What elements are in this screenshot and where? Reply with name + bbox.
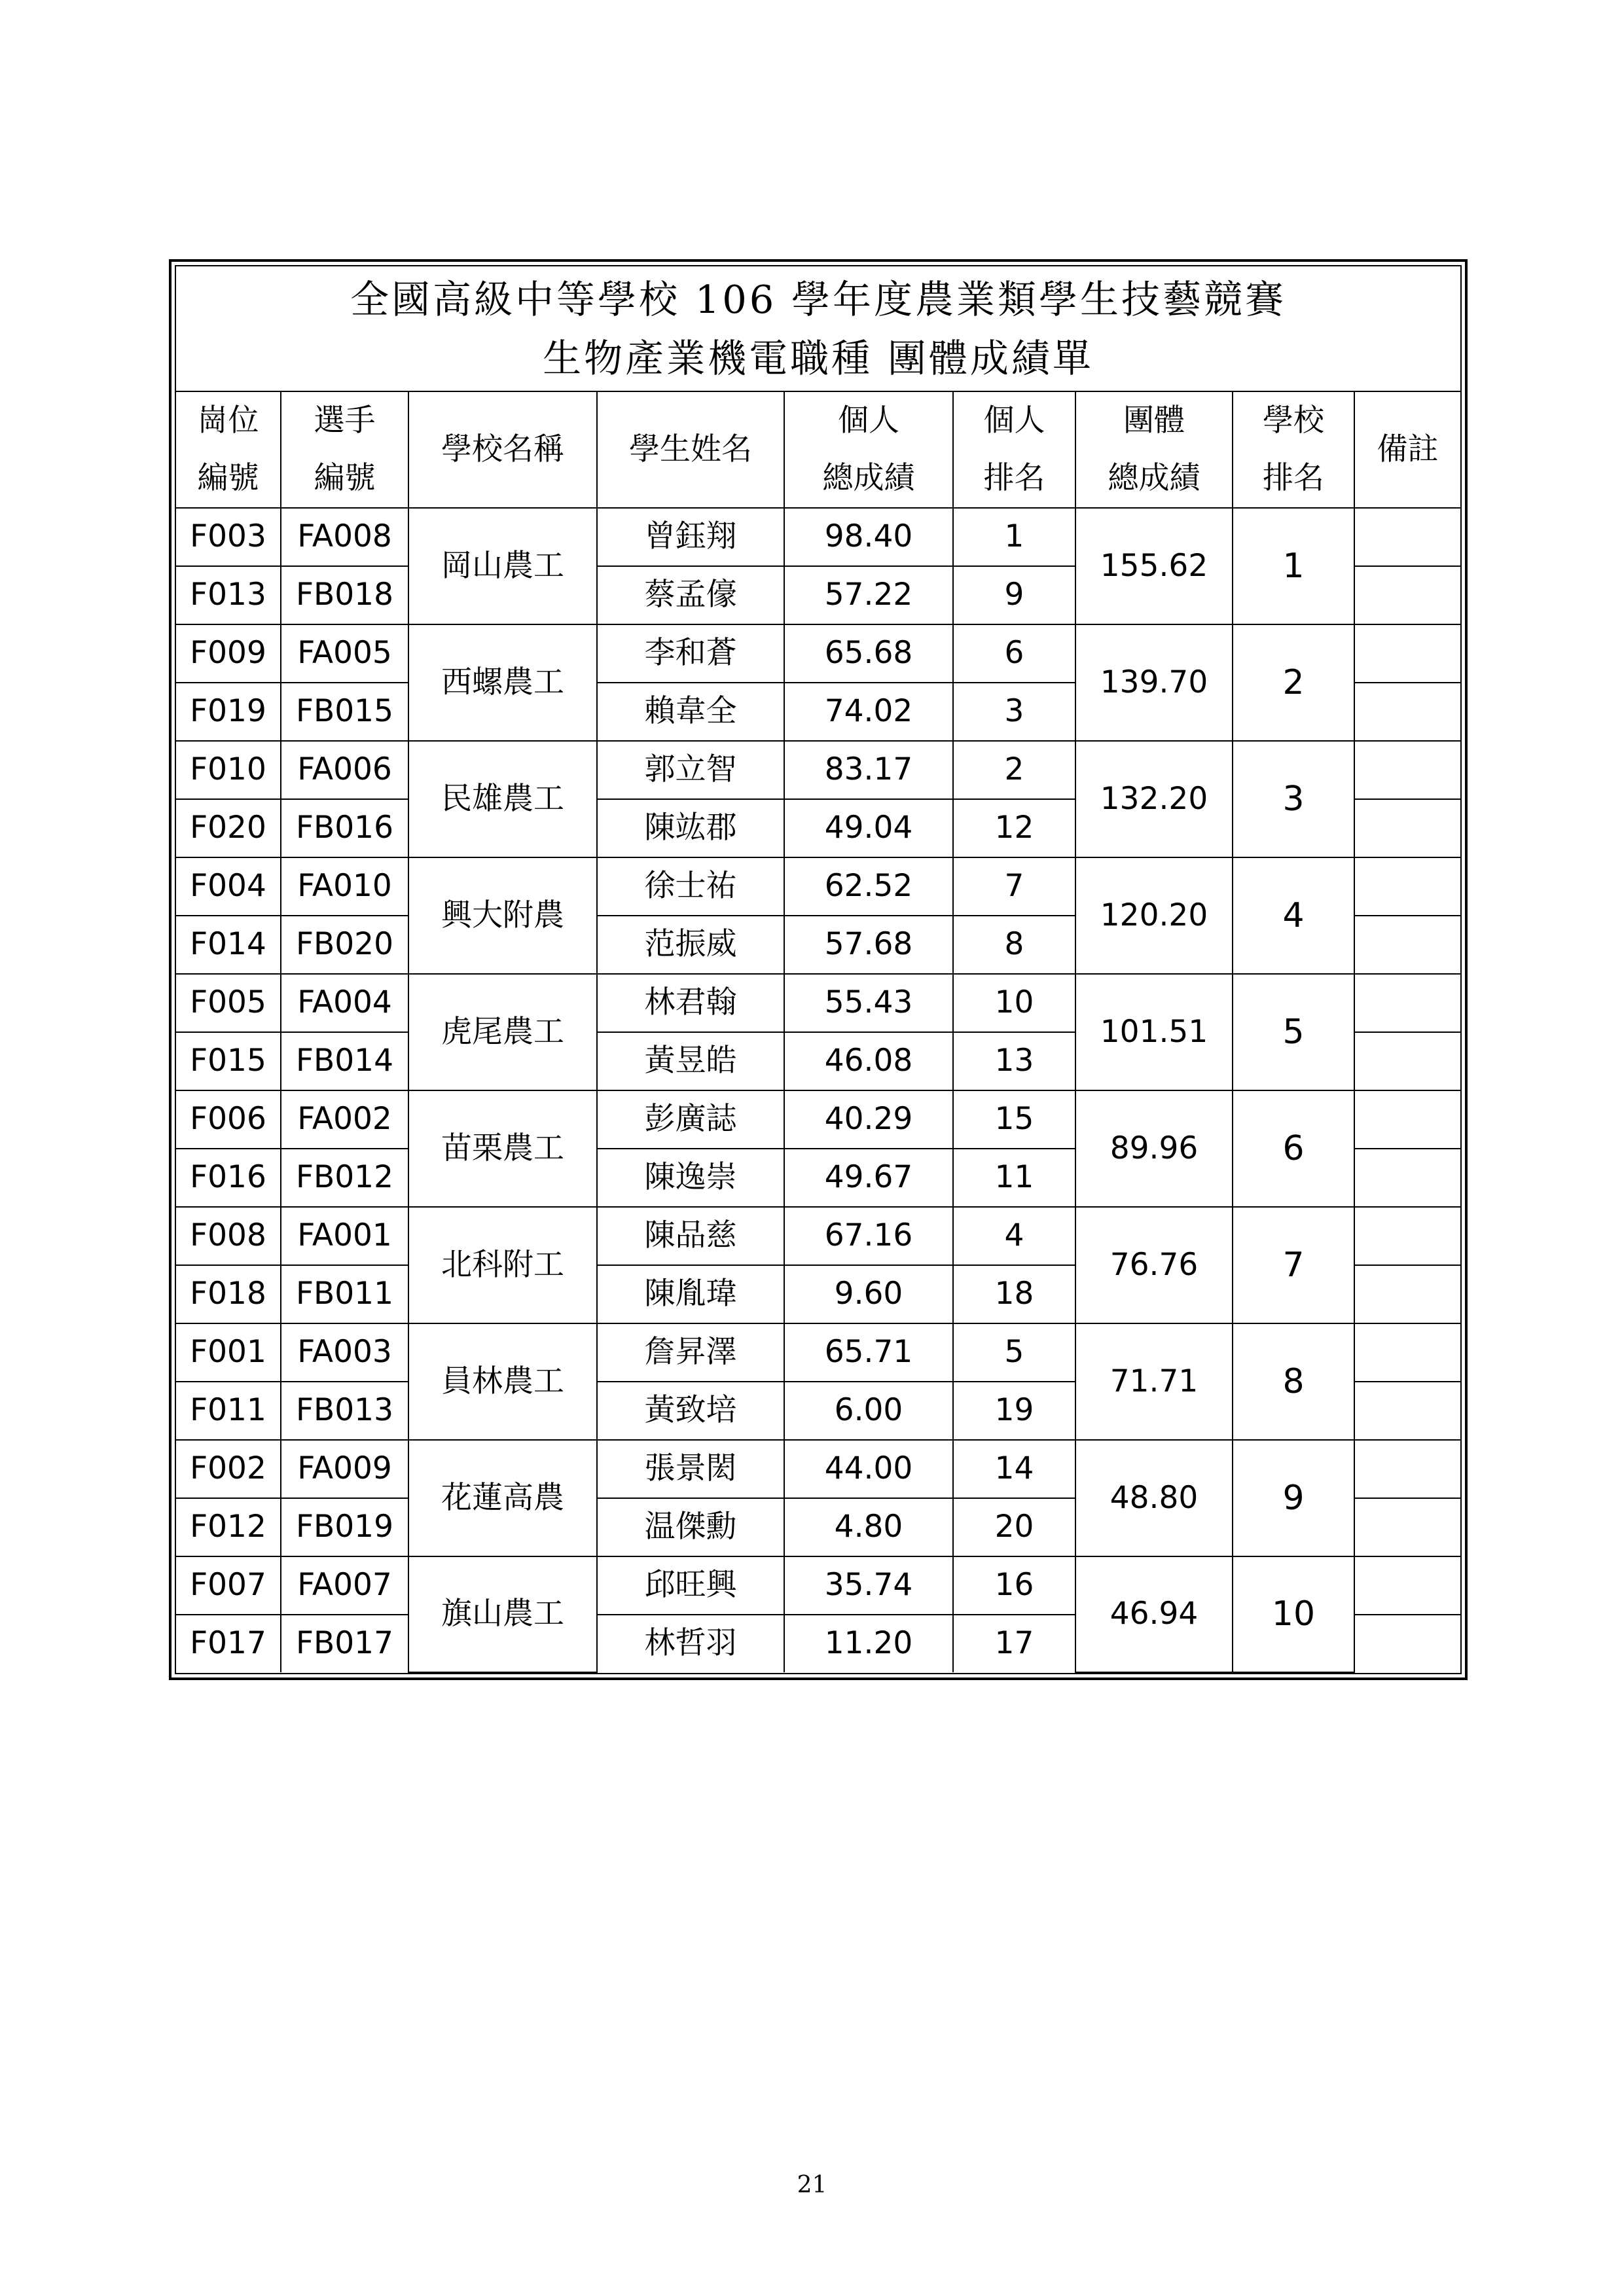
team-score-cell: 46.94 [1075, 1556, 1233, 1672]
school-name-cell: 西螺農工 [408, 624, 597, 741]
school-name-cell: 岡山農工 [408, 508, 597, 624]
remark-cell [1354, 683, 1460, 741]
title-line-2: 生物產業機電職種 團體成績單 [543, 336, 1094, 381]
table-row [176, 1556, 1460, 1615]
individual-score-cell: 44.00 [784, 1440, 953, 1498]
individual-score-cell: 49.67 [784, 1149, 953, 1207]
post-number-cell: F003 [176, 508, 281, 566]
individual-rank-cell: 7 [953, 857, 1075, 916]
remark-cell [1354, 1032, 1460, 1090]
individual-score-cell: 49.04 [784, 799, 953, 857]
remark-cell [1354, 1265, 1460, 1323]
player-number-cell: FA001 [281, 1207, 408, 1265]
school-name-cell: 員林農工 [408, 1323, 597, 1440]
individual-rank-cell: 1 [953, 508, 1075, 566]
individual-score-cell: 98.40 [784, 508, 953, 566]
title-line-1: 全國高級中等學校 106 學年度農業類學生技藝競賽 [350, 277, 1287, 322]
student-name-cell: 温傑勳 [597, 1498, 784, 1556]
remark-cell [1354, 1556, 1460, 1615]
individual-rank-cell: 5 [953, 1323, 1075, 1382]
individual-score-cell: 65.71 [784, 1323, 953, 1382]
remark-cell [1354, 566, 1460, 624]
school-name-cell: 苗栗農工 [408, 1090, 597, 1207]
header-individual-score: 個人 總成績 [784, 391, 953, 508]
individual-rank-cell: 11 [953, 1149, 1075, 1207]
student-name-cell: 陳品慈 [597, 1207, 784, 1265]
post-number-cell: F017 [176, 1615, 281, 1672]
school-name-cell: 興大附農 [408, 857, 597, 974]
player-number-cell: FA010 [281, 857, 408, 916]
remark-cell [1354, 1090, 1460, 1149]
individual-score-cell: 55.43 [784, 974, 953, 1032]
remark-cell [1354, 1615, 1460, 1672]
table-row [176, 1207, 1460, 1265]
table-row [176, 1440, 1460, 1498]
player-number-cell: FB018 [281, 566, 408, 624]
header-remark: 備註 [1354, 391, 1460, 508]
individual-score-cell: 46.08 [784, 1032, 953, 1090]
individual-score-cell: 11.20 [784, 1615, 953, 1672]
student-name-cell: 黃昱皓 [597, 1032, 784, 1090]
school-name-cell: 民雄農工 [408, 741, 597, 857]
remark-cell [1354, 974, 1460, 1032]
school-name-cell: 北科附工 [408, 1207, 597, 1323]
individual-score-cell: 35.74 [784, 1556, 953, 1615]
player-number-cell: FB019 [281, 1498, 408, 1556]
student-name-cell: 張景閎 [597, 1440, 784, 1498]
table-row [176, 508, 1460, 566]
player-number-cell: FA008 [281, 508, 408, 566]
remark-cell [1354, 508, 1460, 566]
player-number-cell: FA005 [281, 624, 408, 683]
post-number-cell: F005 [176, 974, 281, 1032]
table-row [176, 1323, 1460, 1382]
remark-cell [1354, 624, 1460, 683]
individual-rank-cell: 4 [953, 1207, 1075, 1265]
individual-score-cell: 83.17 [784, 741, 953, 799]
post-number-cell: F004 [176, 857, 281, 916]
table-row [176, 857, 1460, 916]
header-post-no: 崗位 編號 [176, 391, 281, 508]
student-name-cell: 蔡孟儫 [597, 566, 784, 624]
team-score-cell: 132.20 [1075, 741, 1233, 857]
student-name-cell: 范振威 [597, 916, 784, 974]
team-score-cell: 71.71 [1075, 1323, 1233, 1440]
team-score-cell: 120.20 [1075, 857, 1233, 974]
school-name-cell: 旗山農工 [408, 1556, 597, 1672]
school-rank-cell: 6 [1233, 1090, 1354, 1207]
post-number-cell: F019 [176, 683, 281, 741]
post-number-cell: F006 [176, 1090, 281, 1149]
individual-rank-cell: 14 [953, 1440, 1075, 1498]
remark-cell [1354, 916, 1460, 974]
student-name-cell: 陳逸崇 [597, 1149, 784, 1207]
remark-cell [1354, 1149, 1460, 1207]
individual-rank-cell: 20 [953, 1498, 1075, 1556]
student-name-cell: 郭立智 [597, 741, 784, 799]
remark-cell [1354, 799, 1460, 857]
student-name-cell: 陳胤瑋 [597, 1265, 784, 1323]
student-name-cell: 徐士祐 [597, 857, 784, 916]
post-number-cell: F014 [176, 916, 281, 974]
header-team-score: 團體 總成績 [1075, 391, 1233, 508]
header-row [176, 391, 1460, 508]
player-number-cell: FA004 [281, 974, 408, 1032]
player-number-cell: FA003 [281, 1323, 408, 1382]
student-name-cell: 黃致培 [597, 1382, 784, 1440]
player-number-cell: FA006 [281, 741, 408, 799]
player-number-cell: FB014 [281, 1032, 408, 1090]
player-number-cell: FB015 [281, 683, 408, 741]
school-rank-cell: 2 [1233, 624, 1354, 741]
individual-rank-cell: 12 [953, 799, 1075, 857]
student-name-cell: 詹昇澤 [597, 1323, 784, 1382]
student-name-cell: 賴韋全 [597, 683, 784, 741]
team-score-cell: 101.51 [1075, 974, 1233, 1090]
table-row [176, 1090, 1460, 1149]
individual-rank-cell: 8 [953, 916, 1075, 974]
table-row [176, 974, 1460, 1032]
team-score-cell: 139.70 [1075, 624, 1233, 741]
player-number-cell: FB016 [281, 799, 408, 857]
team-score-cell: 155.62 [1075, 508, 1233, 624]
individual-rank-cell: 13 [953, 1032, 1075, 1090]
post-number-cell: F013 [176, 566, 281, 624]
individual-score-cell: 65.68 [784, 624, 953, 683]
student-name-cell: 林哲羽 [597, 1615, 784, 1672]
header-player-no: 選手 編號 [281, 391, 408, 508]
individual-score-cell: 57.22 [784, 566, 953, 624]
post-number-cell: F008 [176, 1207, 281, 1265]
individual-rank-cell: 18 [953, 1265, 1075, 1323]
individual-score-cell: 67.16 [784, 1207, 953, 1265]
individual-score-cell: 40.29 [784, 1090, 953, 1149]
post-number-cell: F011 [176, 1382, 281, 1440]
student-name-cell: 邱旺興 [597, 1556, 784, 1615]
school-rank-cell: 9 [1233, 1440, 1354, 1556]
page-number: 21 [797, 2172, 827, 2198]
player-number-cell: FA007 [281, 1556, 408, 1615]
school-rank-cell: 7 [1233, 1207, 1354, 1323]
table-title [176, 266, 1460, 391]
remark-cell [1354, 1498, 1460, 1556]
school-name-cell: 虎尾農工 [408, 974, 597, 1090]
post-number-cell: F018 [176, 1265, 281, 1323]
individual-score-cell: 62.52 [784, 857, 953, 916]
player-number-cell: FB020 [281, 916, 408, 974]
individual-rank-cell: 2 [953, 741, 1075, 799]
team-score-table [176, 266, 1460, 1673]
individual-rank-cell: 16 [953, 1556, 1075, 1615]
individual-rank-cell: 19 [953, 1382, 1075, 1440]
player-number-cell: FA002 [281, 1090, 408, 1149]
school-rank-cell: 1 [1233, 508, 1354, 624]
school-rank-cell: 10 [1233, 1556, 1354, 1672]
remark-cell [1354, 1323, 1460, 1382]
individual-score-cell: 4.80 [784, 1498, 953, 1556]
post-number-cell: F020 [176, 799, 281, 857]
school-rank-cell: 3 [1233, 741, 1354, 857]
student-name-cell: 李和蒼 [597, 624, 784, 683]
remark-cell [1354, 741, 1460, 799]
school-rank-cell: 8 [1233, 1323, 1354, 1440]
table-row [176, 624, 1460, 683]
student-name-cell: 彭廣誌 [597, 1090, 784, 1149]
table-body [176, 508, 1460, 1672]
score-sheet [169, 259, 1468, 1680]
individual-rank-cell: 6 [953, 624, 1075, 683]
player-number-cell: FB012 [281, 1149, 408, 1207]
individual-score-cell: 6.00 [784, 1382, 953, 1440]
post-number-cell: F016 [176, 1149, 281, 1207]
player-number-cell: FB011 [281, 1265, 408, 1323]
school-rank-cell: 5 [1233, 974, 1354, 1090]
student-name-cell: 陳竑郡 [597, 799, 784, 857]
individual-rank-cell: 17 [953, 1615, 1075, 1672]
individual-score-cell: 74.02 [784, 683, 953, 741]
header-school: 學校名稱 [408, 391, 597, 508]
header-individual-rank: 個人 排名 [953, 391, 1075, 508]
score-sheet-inner-frame [175, 265, 1462, 1674]
student-name-cell: 林君翰 [597, 974, 784, 1032]
team-score-cell: 76.76 [1075, 1207, 1233, 1323]
post-number-cell: F012 [176, 1498, 281, 1556]
header-school-rank: 學校 排名 [1233, 391, 1354, 508]
individual-rank-cell: 10 [953, 974, 1075, 1032]
individual-score-cell: 9.60 [784, 1265, 953, 1323]
team-score-cell: 48.80 [1075, 1440, 1233, 1556]
school-rank-cell: 4 [1233, 857, 1354, 974]
header-student: 學生姓名 [597, 391, 784, 508]
remark-cell [1354, 857, 1460, 916]
post-number-cell: F002 [176, 1440, 281, 1498]
post-number-cell: F010 [176, 741, 281, 799]
team-score-cell: 89.96 [1075, 1090, 1233, 1207]
individual-rank-cell: 3 [953, 683, 1075, 741]
remark-cell [1354, 1382, 1460, 1440]
post-number-cell: F009 [176, 624, 281, 683]
student-name-cell: 曾鈺翔 [597, 508, 784, 566]
table-row [176, 741, 1460, 799]
school-name-cell: 花蓮高農 [408, 1440, 597, 1556]
individual-rank-cell: 15 [953, 1090, 1075, 1149]
remark-cell [1354, 1207, 1460, 1265]
player-number-cell: FA009 [281, 1440, 408, 1498]
individual-rank-cell: 9 [953, 566, 1075, 624]
player-number-cell: FB013 [281, 1382, 408, 1440]
post-number-cell: F007 [176, 1556, 281, 1615]
remark-cell [1354, 1440, 1460, 1498]
post-number-cell: F001 [176, 1323, 281, 1382]
individual-score-cell: 57.68 [784, 916, 953, 974]
player-number-cell: FB017 [281, 1615, 408, 1672]
post-number-cell: F015 [176, 1032, 281, 1090]
